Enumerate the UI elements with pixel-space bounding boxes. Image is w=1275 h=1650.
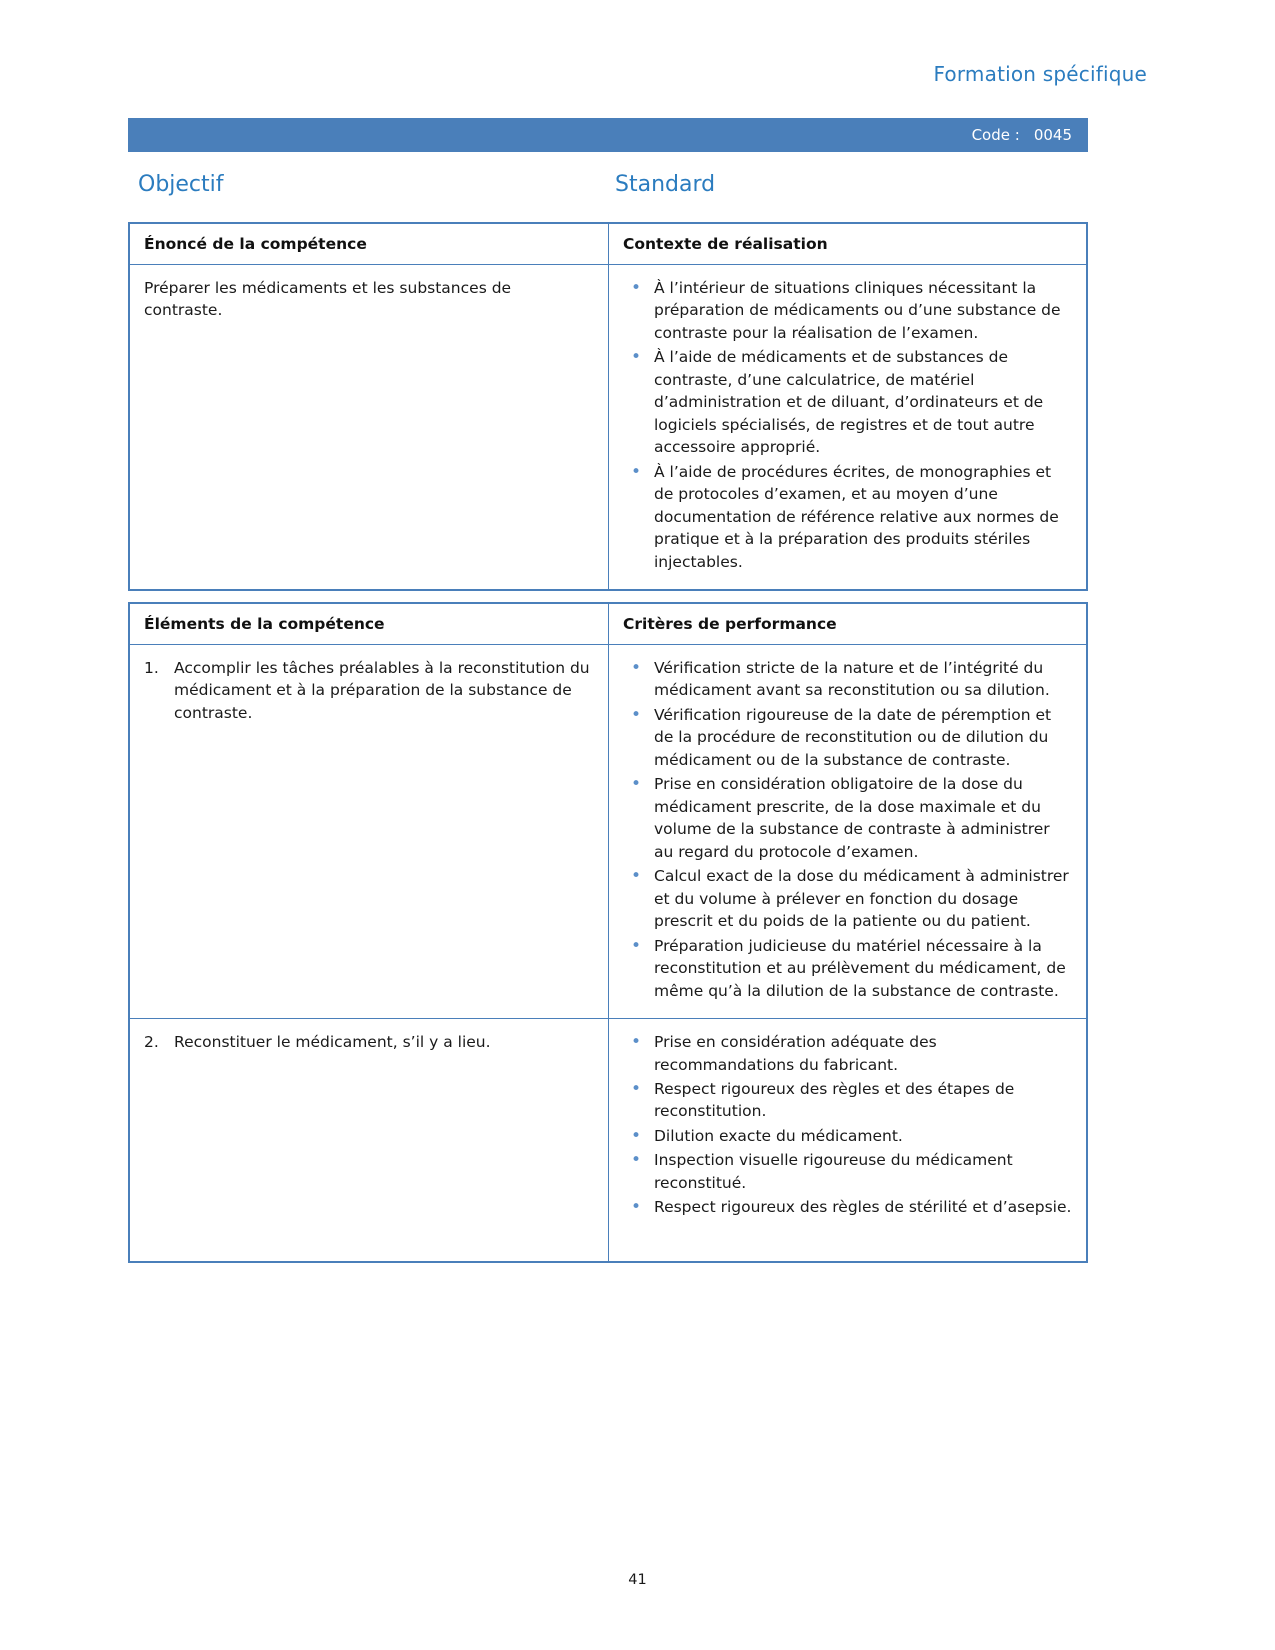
list-item: • Préparation judicieuse du matériel nécessaire à la reconstitution et au prélèvement du médicament, de même qu’à la dilution de la substance de contraste. <box>623 935 1072 1002</box>
list-item: • Inspection visuelle rigoureuse du médicament reconstitué. <box>623 1149 1072 1194</box>
competence-header-left-text: Énoncé de la compétence <box>144 235 367 253</box>
competence-header-right-cell <box>609 224 1086 264</box>
list-item: • À l’intérieur de situations cliniques nécessitant la préparation de médicaments ou d’une substance de contraste pour la réalisation de l’examen. <box>623 277 1072 344</box>
objectif-heading: Objectif <box>138 172 224 197</box>
element-1-number: 1. <box>144 659 159 677</box>
competence-statement-text: Préparer les médicaments et les substances de contraste. <box>144 279 512 320</box>
elements-header-right-cell <box>609 604 1086 644</box>
element-1-text: Accomplir les tâches préalables à la reconstitution du médicament et à la préparation de la substance de contraste. <box>174 659 590 722</box>
elements-header-right-text: Critères de performance <box>623 615 837 633</box>
table-row <box>130 224 1086 264</box>
element-2-cell <box>130 1019 609 1261</box>
criteres-1-bullet-list <box>623 657 1072 1002</box>
table-row <box>130 1018 1086 1261</box>
code-label: Code : <box>971 126 1020 144</box>
element-1-list <box>144 657 594 724</box>
standard-heading: Standard <box>615 172 716 197</box>
cell-bottom-spacer <box>623 1221 1072 1247</box>
list-item: • Respect rigoureux des règles de stérilité et d’asepsie. <box>623 1196 1072 1218</box>
competence-statement-cell <box>130 265 609 589</box>
list-item: • Prise en considération adéquate des recommandations du fabricant. <box>623 1031 1072 1076</box>
criteres-1-cell <box>609 645 1086 1018</box>
column-headings <box>128 172 1088 208</box>
list-item: • Dilution exacte du médicament. <box>623 1125 1072 1147</box>
document-header-title: Formation spécifique <box>933 62 1147 86</box>
table-row <box>130 264 1086 589</box>
contexte-bullet-list <box>623 277 1072 573</box>
list-item <box>144 1031 594 1053</box>
element-2-text: Reconstituer le médicament, s’il y a lieu. <box>174 1033 491 1052</box>
list-item: • À l’aide de médicaments et de substances de contraste, d’une calculatrice, de matériel d’administration et de diluant, d’ordinateurs et de logiciels spécialisés, de registres et de tout autre accessoire approprié. <box>623 346 1072 458</box>
contexte-realisation-cell <box>609 265 1086 589</box>
competence-table <box>128 222 1088 591</box>
list-item <box>144 657 594 724</box>
element-2-number: 2. <box>144 1033 159 1052</box>
elements-header-left-cell <box>130 604 609 644</box>
list-item: • Vérification stricte de la nature et de l’intégrité du médicament avant sa reconstitution ou sa dilution. <box>623 657 1072 702</box>
table-row <box>130 604 1086 644</box>
competence-header-right-text: Contexte de réalisation <box>623 235 828 253</box>
criteres-2-cell <box>609 1019 1086 1261</box>
competence-header-left-cell <box>130 224 609 264</box>
page-number: 41 <box>628 1572 647 1588</box>
list-item: • Calcul exact de la dose du médicament à administrer et du volume à prélever en fonction du dosage prescrit et du poids de la patiente ou du patient. <box>623 865 1072 932</box>
code-value: 0045 <box>1033 126 1072 144</box>
list-item: • Prise en considération obligatoire de la dose du médicament prescrite, de la dose maximale et du volume de la substance de contraste à administrer au regard du protocole d’examen. <box>623 773 1072 863</box>
elements-header-left-text: Éléments de la compétence <box>144 615 385 633</box>
table-row <box>130 644 1086 1018</box>
code-bar <box>128 118 1088 152</box>
criteres-2-bullet-list <box>623 1031 1072 1219</box>
element-1-cell <box>130 645 609 1018</box>
element-2-list <box>144 1031 594 1053</box>
list-item: • Respect rigoureux des règles et des étapes de reconstitution. <box>623 1078 1072 1123</box>
elements-table <box>128 602 1088 1263</box>
list-item: • À l’aide de procédures écrites, de monographies et de protocoles d’examen, et au moyen d’une documentation de référence relative aux normes de pratique et à la préparation des produits stériles injectables. <box>623 461 1072 573</box>
list-item: • Vérification rigoureuse de la date de péremption et de la procédure de reconstitution ou de dilution du médicament ou de la substance de contraste. <box>623 704 1072 771</box>
